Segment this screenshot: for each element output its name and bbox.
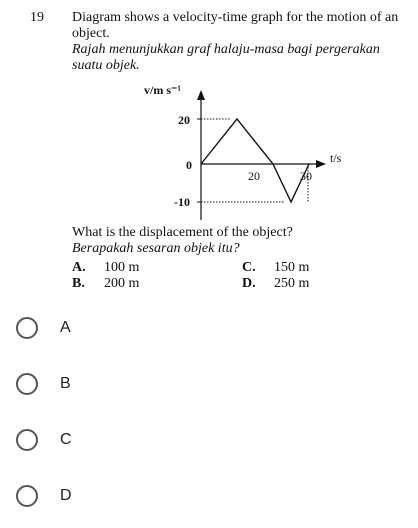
radio-button-b[interactable] — [16, 373, 38, 395]
option-b — [72, 276, 139, 292]
radio-button-a[interactable] — [16, 317, 38, 339]
answer-choice-c[interactable] — [16, 429, 72, 451]
question-prompt-english: What is the displacement of the object? — [72, 225, 293, 240]
x-tick-label-20: 20 — [248, 169, 260, 183]
answer-choice-d-label: D — [60, 487, 72, 504]
x-axis-label: t/s — [330, 151, 342, 165]
option-c-letter: C. — [242, 260, 256, 275]
answer-choice-b[interactable] — [16, 373, 71, 395]
velocity-line — [201, 119, 309, 202]
answer-choice-a[interactable] — [16, 317, 71, 339]
answer-choice-d[interactable] — [16, 485, 72, 507]
option-d-value: 250 m — [274, 276, 310, 291]
question-text-malay: Rajah menunjukkan graf halaju-masa bagi pergerakan suatu objek. — [72, 42, 380, 73]
option-c-value: 150 m — [274, 260, 310, 275]
option-c — [242, 260, 309, 276]
x-tick-label-30: 30 — [300, 169, 312, 183]
question-text — [72, 10, 412, 74]
radio-button-c[interactable] — [16, 429, 38, 451]
option-a — [72, 260, 139, 276]
question-prompt — [72, 225, 412, 257]
y-axis-label: v/m s⁻¹ — [144, 84, 181, 97]
radio-button-d[interactable] — [16, 485, 38, 507]
option-d-letter: D. — [242, 276, 256, 291]
question-text-english: Diagram shows a velocity-time graph for the motion of an object. — [72, 10, 399, 41]
y-tick-label-0: 0 — [186, 158, 192, 172]
x-axis-arrow — [316, 160, 326, 168]
question-number: 19 — [30, 10, 44, 25]
y-tick-label-neg10: -10 — [174, 195, 190, 209]
answer-choice-a-label: A — [60, 319, 71, 336]
y-tick-label-20: 20 — [178, 113, 190, 127]
y-axis-arrow — [197, 90, 205, 100]
option-a-letter: A. — [72, 260, 86, 275]
option-b-letter: B. — [72, 276, 85, 291]
answer-choice-b-label: B — [60, 375, 71, 392]
answer-choice-c-label: C — [60, 431, 72, 448]
option-a-value: 100 m — [104, 260, 140, 275]
question-prompt-malay: Berapakah sesaran objek itu? — [72, 241, 240, 256]
option-d — [242, 276, 309, 292]
option-b-value: 200 m — [104, 276, 140, 291]
velocity-time-graph — [130, 84, 360, 224]
